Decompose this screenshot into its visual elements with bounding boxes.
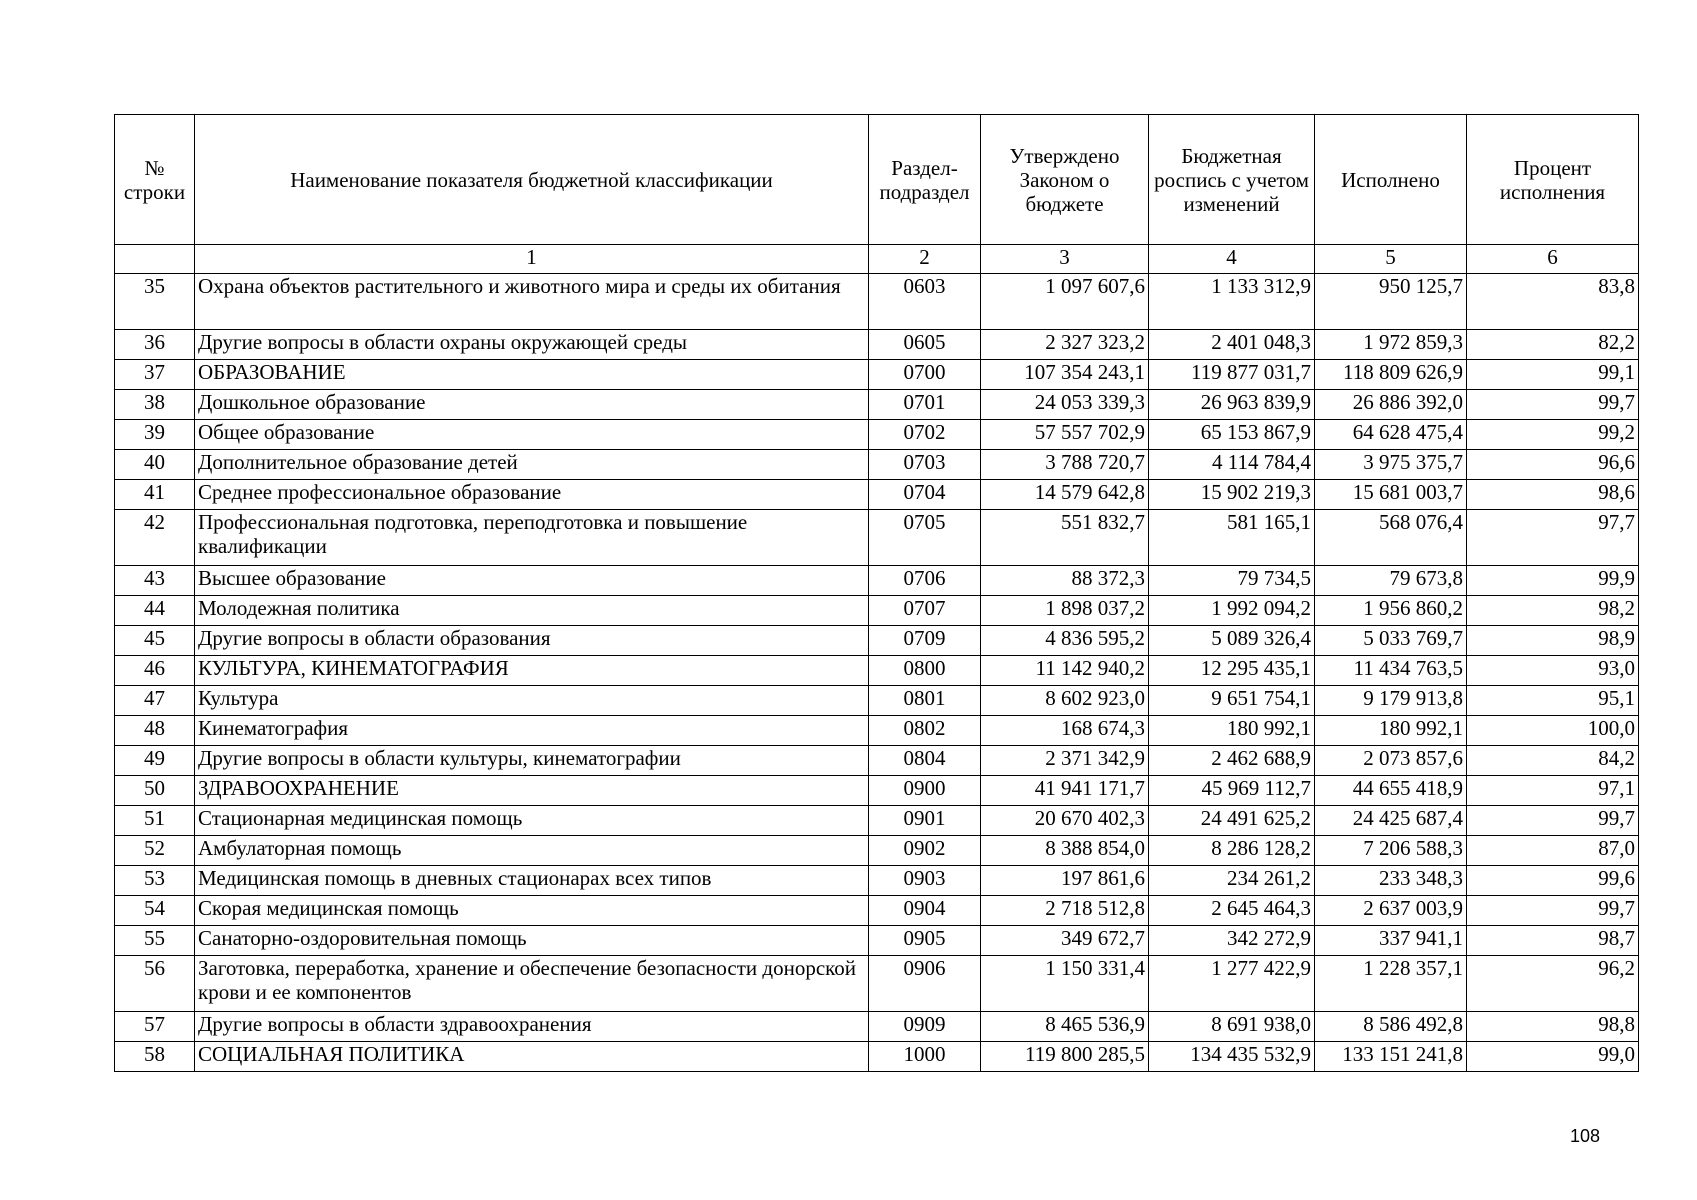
table-row (115, 1042, 1639, 1072)
indicator-name: Кинематография (195, 716, 869, 746)
section-code: 0909 (869, 1012, 981, 1042)
percent-value: 98,6 (1467, 480, 1639, 510)
table-row (115, 716, 1639, 746)
executed-value: 11 434 763,5 (1315, 656, 1467, 686)
percent-value: 97,7 (1467, 510, 1639, 566)
column-number: 5 (1315, 245, 1467, 274)
indicator-name: Амбулаторная помощь (195, 836, 869, 866)
row-number: 37 (115, 360, 195, 390)
approved-value: 24 053 339,3 (981, 390, 1149, 420)
table-row (115, 450, 1639, 480)
approved-value: 8 602 923,0 (981, 686, 1149, 716)
executed-value: 568 076,4 (1315, 510, 1467, 566)
executed-value: 133 151 241,8 (1315, 1042, 1467, 1072)
table-row (115, 390, 1639, 420)
approved-value: 2 718 512,8 (981, 896, 1149, 926)
budget-list-value: 2 401 048,3 (1149, 330, 1315, 360)
budget-list-value: 24 491 625,2 (1149, 806, 1315, 836)
table-row (115, 836, 1639, 866)
executed-value: 5 033 769,7 (1315, 626, 1467, 656)
budget-list-value: 5 089 326,4 (1149, 626, 1315, 656)
executed-value: 1 956 860,2 (1315, 596, 1467, 626)
indicator-name: Другие вопросы в области здравоохранения (195, 1012, 869, 1042)
approved-value: 119 800 285,5 (981, 1042, 1149, 1072)
percent-value: 99,7 (1467, 896, 1639, 926)
table-row (115, 420, 1639, 450)
indicator-name: Заготовка, переработка, хранение и обеспечение безопасности донорской крови и ее компонентов (195, 956, 869, 1012)
indicator-name: Другие вопросы в области образования (195, 626, 869, 656)
section-code: 0605 (869, 330, 981, 360)
executed-value: 118 809 626,9 (1315, 360, 1467, 390)
executed-value: 3 975 375,7 (1315, 450, 1467, 480)
section-code: 0705 (869, 510, 981, 566)
section-code: 0709 (869, 626, 981, 656)
row-number: 40 (115, 450, 195, 480)
indicator-name: Санаторно-оздоровительная помощь (195, 926, 869, 956)
executed-value: 2 073 857,6 (1315, 746, 1467, 776)
approved-value: 14 579 642,8 (981, 480, 1149, 510)
indicator-name: Среднее профессиональное образование (195, 480, 869, 510)
row-number: 52 (115, 836, 195, 866)
row-number: 36 (115, 330, 195, 360)
indicator-name: Высшее образование (195, 566, 869, 596)
budget-list-value: 1 277 422,9 (1149, 956, 1315, 1012)
row-number: 58 (115, 1042, 195, 1072)
table-row (115, 360, 1639, 390)
section-code: 0700 (869, 360, 981, 390)
executed-value: 337 941,1 (1315, 926, 1467, 956)
percent-value: 84,2 (1467, 746, 1639, 776)
header-section: Раздел-подраздел (869, 115, 981, 245)
percent-value: 87,0 (1467, 836, 1639, 866)
table-row (115, 566, 1639, 596)
approved-value: 88 372,3 (981, 566, 1149, 596)
indicator-name: Скорая медицинская помощь (195, 896, 869, 926)
percent-value: 98,8 (1467, 1012, 1639, 1042)
approved-value: 41 941 171,7 (981, 776, 1149, 806)
column-number: 4 (1149, 245, 1315, 274)
indicator-name: Дополнительное образование детей (195, 450, 869, 480)
approved-value: 2 371 342,9 (981, 746, 1149, 776)
budget-list-value: 1 992 094,2 (1149, 596, 1315, 626)
percent-value: 98,2 (1467, 596, 1639, 626)
header-executed: Исполнено (1315, 115, 1467, 245)
section-code: 1000 (869, 1042, 981, 1072)
row-number: 55 (115, 926, 195, 956)
section-code: 0905 (869, 926, 981, 956)
budget-list-value: 8 286 128,2 (1149, 836, 1315, 866)
row-number: 38 (115, 390, 195, 420)
table-row (115, 926, 1639, 956)
budget-list-value: 1 133 312,9 (1149, 274, 1315, 330)
section-code: 0801 (869, 686, 981, 716)
page-number: 108 (1569, 1126, 1600, 1146)
row-number: 39 (115, 420, 195, 450)
executed-value: 9 179 913,8 (1315, 686, 1467, 716)
budget-list-value: 234 261,2 (1149, 866, 1315, 896)
row-number: 57 (115, 1012, 195, 1042)
executed-value: 233 348,3 (1315, 866, 1467, 896)
row-number: 50 (115, 776, 195, 806)
budget-list-value: 2 645 464,3 (1149, 896, 1315, 926)
executed-value: 1 972 859,3 (1315, 330, 1467, 360)
row-number: 44 (115, 596, 195, 626)
indicator-name: КУЛЬТУРА, КИНЕМАТОГРАФИЯ (195, 656, 869, 686)
row-number: 42 (115, 510, 195, 566)
row-number: 49 (115, 746, 195, 776)
column-number: 3 (981, 245, 1149, 274)
budget-list-value: 12 295 435,1 (1149, 656, 1315, 686)
approved-value: 8 388 854,0 (981, 836, 1149, 866)
column-number: 1 (195, 245, 869, 274)
row-number: 46 (115, 656, 195, 686)
header-row-no: № строки (115, 115, 195, 245)
row-number: 47 (115, 686, 195, 716)
table-row (115, 626, 1639, 656)
approved-value: 1 898 037,2 (981, 596, 1149, 626)
executed-value: 1 228 357,1 (1315, 956, 1467, 1012)
approved-value: 349 672,7 (981, 926, 1149, 956)
executed-value: 44 655 418,9 (1315, 776, 1467, 806)
executed-value: 2 637 003,9 (1315, 896, 1467, 926)
header-percent: Процент исполнения (1467, 115, 1639, 245)
indicator-name: Медицинская помощь в дневных стационарах всех типов (195, 866, 869, 896)
column-number-row (115, 245, 1639, 274)
indicator-name: Стационарная медицинская помощь (195, 806, 869, 836)
table-row (115, 686, 1639, 716)
section-code: 0701 (869, 390, 981, 420)
section-code: 0704 (869, 480, 981, 510)
indicator-name: Другие вопросы в области культуры, кинематографии (195, 746, 869, 776)
table-row (115, 806, 1639, 836)
section-code: 0702 (869, 420, 981, 450)
percent-value: 96,2 (1467, 956, 1639, 1012)
approved-value: 20 670 402,3 (981, 806, 1149, 836)
executed-value: 79 673,8 (1315, 566, 1467, 596)
table-row (115, 656, 1639, 686)
executed-value: 26 886 392,0 (1315, 390, 1467, 420)
approved-value: 107 354 243,1 (981, 360, 1149, 390)
budget-list-value: 65 153 867,9 (1149, 420, 1315, 450)
percent-value: 99,6 (1467, 866, 1639, 896)
budget-list-value: 180 992,1 (1149, 716, 1315, 746)
row-number: 48 (115, 716, 195, 746)
indicator-name: СОЦИАЛЬНАЯ ПОЛИТИКА (195, 1042, 869, 1072)
budget-list-value: 134 435 532,9 (1149, 1042, 1315, 1072)
table-row (115, 866, 1639, 896)
percent-value: 97,1 (1467, 776, 1639, 806)
header-approved: Утверждено Законом о бюджете (981, 115, 1149, 245)
indicator-name: Молодежная политика (195, 596, 869, 626)
row-number: 54 (115, 896, 195, 926)
row-number: 53 (115, 866, 195, 896)
section-code: 0804 (869, 746, 981, 776)
percent-value: 83,8 (1467, 274, 1639, 330)
percent-value: 99,0 (1467, 1042, 1639, 1072)
table-row (115, 956, 1639, 1012)
table-row (115, 510, 1639, 566)
budget-list-value: 79 734,5 (1149, 566, 1315, 596)
header-row (115, 115, 1639, 245)
approved-value: 1 097 607,6 (981, 274, 1149, 330)
percent-value: 98,9 (1467, 626, 1639, 656)
budget-list-value: 15 902 219,3 (1149, 480, 1315, 510)
row-number: 43 (115, 566, 195, 596)
budget-table (114, 114, 1639, 1072)
budget-list-value: 26 963 839,9 (1149, 390, 1315, 420)
column-number: 2 (869, 245, 981, 274)
budget-list-value: 8 691 938,0 (1149, 1012, 1315, 1042)
approved-value: 3 788 720,7 (981, 450, 1149, 480)
indicator-name: Профессиональная подготовка, переподготовка и повышение квалификации (195, 510, 869, 566)
budget-list-value: 45 969 112,7 (1149, 776, 1315, 806)
row-number: 41 (115, 480, 195, 510)
section-code: 0901 (869, 806, 981, 836)
budget-list-value: 342 272,9 (1149, 926, 1315, 956)
budget-list-value: 581 165,1 (1149, 510, 1315, 566)
section-code: 0904 (869, 896, 981, 926)
executed-value: 950 125,7 (1315, 274, 1467, 330)
budget-list-value: 119 877 031,7 (1149, 360, 1315, 390)
section-code: 0900 (869, 776, 981, 806)
percent-value: 96,6 (1467, 450, 1639, 480)
approved-value: 2 327 323,2 (981, 330, 1149, 360)
percent-value: 98,7 (1467, 926, 1639, 956)
approved-value: 1 150 331,4 (981, 956, 1149, 1012)
indicator-name: Общее образование (195, 420, 869, 450)
table-row (115, 480, 1639, 510)
column-number: 6 (1467, 245, 1639, 274)
percent-value: 99,7 (1467, 390, 1639, 420)
approved-value: 168 674,3 (981, 716, 1149, 746)
percent-value: 95,1 (1467, 686, 1639, 716)
indicator-name: Культура (195, 686, 869, 716)
table-row (115, 274, 1639, 330)
section-code: 0902 (869, 836, 981, 866)
table-row (115, 1012, 1639, 1042)
section-code: 0906 (869, 956, 981, 1012)
table-row (115, 746, 1639, 776)
indicator-name: Другие вопросы в области охраны окружающей среды (195, 330, 869, 360)
indicator-name: ЗДРАВООХРАНЕНИЕ (195, 776, 869, 806)
executed-value: 15 681 003,7 (1315, 480, 1467, 510)
approved-value: 197 861,6 (981, 866, 1149, 896)
table-row (115, 596, 1639, 626)
row-number: 56 (115, 956, 195, 1012)
executed-value: 180 992,1 (1315, 716, 1467, 746)
indicator-name: Охрана объектов растительного и животного мира и среды их обитания (195, 274, 869, 330)
row-number: 51 (115, 806, 195, 836)
table-row (115, 896, 1639, 926)
section-code: 0707 (869, 596, 981, 626)
approved-value: 4 836 595,2 (981, 626, 1149, 656)
approved-value: 57 557 702,9 (981, 420, 1149, 450)
executed-value: 24 425 687,4 (1315, 806, 1467, 836)
percent-value: 99,2 (1467, 420, 1639, 450)
header-budget-list: Бюджетная роспись с учетом изменений (1149, 115, 1315, 245)
percent-value: 99,9 (1467, 566, 1639, 596)
section-code: 0603 (869, 274, 981, 330)
budget-list-value: 9 651 754,1 (1149, 686, 1315, 716)
approved-value: 551 832,7 (981, 510, 1149, 566)
budget-list-value: 2 462 688,9 (1149, 746, 1315, 776)
indicator-name: Дошкольное образование (195, 390, 869, 420)
percent-value: 99,7 (1467, 806, 1639, 836)
table-row (115, 330, 1639, 360)
approved-value: 8 465 536,9 (981, 1012, 1149, 1042)
percent-value: 100,0 (1467, 716, 1639, 746)
section-code: 0903 (869, 866, 981, 896)
section-code: 0802 (869, 716, 981, 746)
row-number: 45 (115, 626, 195, 656)
section-code: 0706 (869, 566, 981, 596)
table-row (115, 776, 1639, 806)
percent-value: 99,1 (1467, 360, 1639, 390)
table-body (115, 274, 1639, 1072)
indicator-name: ОБРАЗОВАНИЕ (195, 360, 869, 390)
executed-value: 64 628 475,4 (1315, 420, 1467, 450)
row-number: 35 (115, 274, 195, 330)
approved-value: 11 142 940,2 (981, 656, 1149, 686)
executed-value: 7 206 588,3 (1315, 836, 1467, 866)
column-number (115, 245, 195, 274)
header-name: Наименование показателя бюджетной классификации (195, 115, 869, 245)
section-code: 0800 (869, 656, 981, 686)
percent-value: 82,2 (1467, 330, 1639, 360)
budget-list-value: 4 114 784,4 (1149, 450, 1315, 480)
table-header (115, 115, 1639, 274)
percent-value: 93,0 (1467, 656, 1639, 686)
section-code: 0703 (869, 450, 981, 480)
executed-value: 8 586 492,8 (1315, 1012, 1467, 1042)
